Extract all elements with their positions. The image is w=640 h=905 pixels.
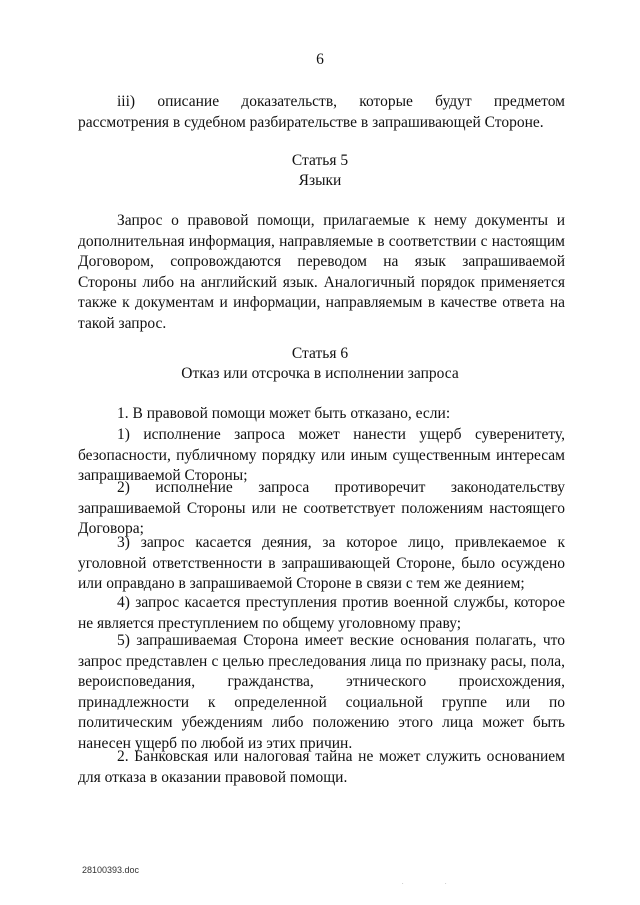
article-5-text: Запрос о правовой помощи, прилагаемые к нему документы и дополнительная информация, направляемые в соответствии с настоящим Договором, сопровождаются переводом на язык запрашиваемой Стороны либо на английский язык. Аналогичный порядок применяется также к документам и информации, направляемым в качестве ответа на такой запрос. <box>78 212 565 332</box>
article-6-clause-2: 2. Банковская или налоговая тайна не может служить основанием для отказа в оказании правовой помощи. <box>78 748 565 786</box>
article-6-item-5: 5) запрашиваемая Сторона имеет веские основания полагать, что запрос представлен с целью преследования лица по признаку расы, пола, вероисповедания, гражданства, этнического происхождения, принадлежности к определенной социальной группе или по политическим убеждениям либо положению этого лица может быть нанесен ущерб по любой из этих причин. <box>78 632 565 752</box>
footer-filename: 28100393.doc <box>82 865 140 875</box>
article-6-clause-1: 1. В правовой помощи может быть отказано, если: <box>117 405 451 422</box>
article-6-heading: Отказ или отсрочка в исполнении запроса <box>181 365 459 382</box>
article-6-title: Статья 6 <box>291 345 349 362</box>
paragraph-iii: iii) описание доказательств, которые будут предметом рассмотрения в судебном разбирательстве в запрашивающей Стороне. <box>78 93 565 131</box>
article-5-title: Статья 5 <box>291 152 349 169</box>
bottom-marks: . . <box>402 880 467 886</box>
page-number: 6 <box>316 51 324 68</box>
article-5-heading: Языки <box>298 172 342 189</box>
article-6-item-2: 2) исполнение запроса противоречит законодательству запрашиваемой Стороны или не соответствует положениям настоящего Договора; <box>78 479 565 537</box>
article-6-item-3: 3) запрос касается деяния, за которое лицо, привлекаемое к уголовной ответственности в запрашивающей Стороне, было осуждено или оправдано в запрашиваемой Стороне в связи с тем же деянием; <box>78 534 565 592</box>
article-6-item-1: 1) исполнение запроса может нанести ущерб суверенитету, безопасности, публичному порядку или иным существенным интересам запрашиваемой Стороны; <box>78 426 565 484</box>
article-6-item-4: 4) запрос касается преступления против военной службы, которое не является преступлением по общему уголовному праву; <box>78 594 565 632</box>
